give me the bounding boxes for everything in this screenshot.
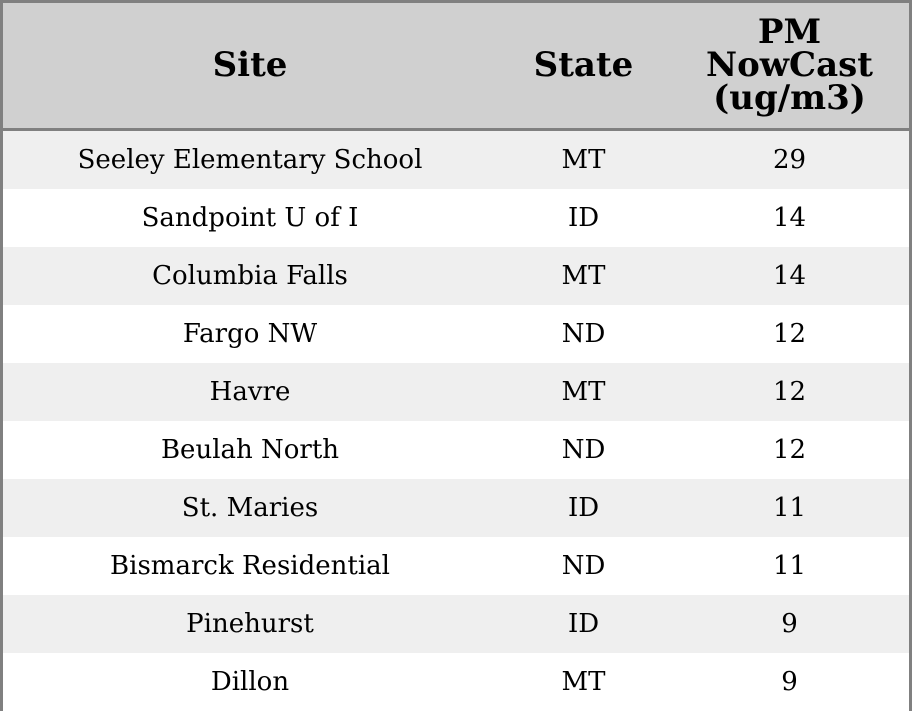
table-row	[3, 305, 909, 363]
table-row	[3, 595, 909, 653]
header-row	[3, 3, 909, 130]
site-cell: Pinehurst	[3, 595, 497, 653]
table-row	[3, 130, 909, 190]
pm-value-cell: 14	[670, 189, 909, 247]
pm-value-cell: 12	[670, 363, 909, 421]
site-cell: Fargo NW	[3, 305, 497, 363]
table-row	[3, 247, 909, 305]
state-cell: MT	[497, 247, 670, 305]
state-cell: ND	[497, 305, 670, 363]
site-cell: Dillon	[3, 653, 497, 711]
table-row	[3, 479, 909, 537]
table-row	[3, 363, 909, 421]
header-line: PM	[757, 12, 822, 52]
column-header-site	[3, 3, 497, 130]
site-cell: Sandpoint U of I	[3, 189, 497, 247]
column-header-pm-nowcast	[670, 3, 909, 130]
state-cell: MT	[497, 363, 670, 421]
site-cell: Bismarck Residential	[3, 537, 497, 595]
state-cell: ND	[497, 421, 670, 479]
table-row	[3, 189, 909, 247]
site-cell: St. Maries	[3, 479, 497, 537]
site-cell: Beulah North	[3, 421, 497, 479]
pm-nowcast-table	[3, 3, 909, 711]
header-line: NowCast	[706, 45, 873, 85]
site-cell: Havre	[3, 363, 497, 421]
site-cell: Seeley Elementary School	[3, 130, 497, 190]
site-cell: Columbia Falls	[3, 247, 497, 305]
table-row	[3, 537, 909, 595]
state-cell: ID	[497, 479, 670, 537]
header-line: State	[533, 45, 634, 85]
state-cell: ID	[497, 595, 670, 653]
header-line: (ug/m3)	[713, 78, 866, 118]
pm-value-cell: 11	[670, 479, 909, 537]
header-line: Site	[212, 45, 288, 85]
pm-value-cell: 11	[670, 537, 909, 595]
table-body	[3, 130, 909, 711]
state-cell: MT	[497, 653, 670, 711]
pm-value-cell: 14	[670, 247, 909, 305]
pm-value-cell: 9	[670, 653, 909, 711]
table-row	[3, 421, 909, 479]
pm-value-cell: 29	[670, 130, 909, 190]
state-cell: ID	[497, 189, 670, 247]
table-row	[3, 653, 909, 711]
state-cell: ND	[497, 537, 670, 595]
pm-value-cell: 12	[670, 305, 909, 363]
state-cell: MT	[497, 130, 670, 190]
pm-value-cell: 12	[670, 421, 909, 479]
column-header-state	[497, 3, 670, 130]
pm-value-cell: 9	[670, 595, 909, 653]
